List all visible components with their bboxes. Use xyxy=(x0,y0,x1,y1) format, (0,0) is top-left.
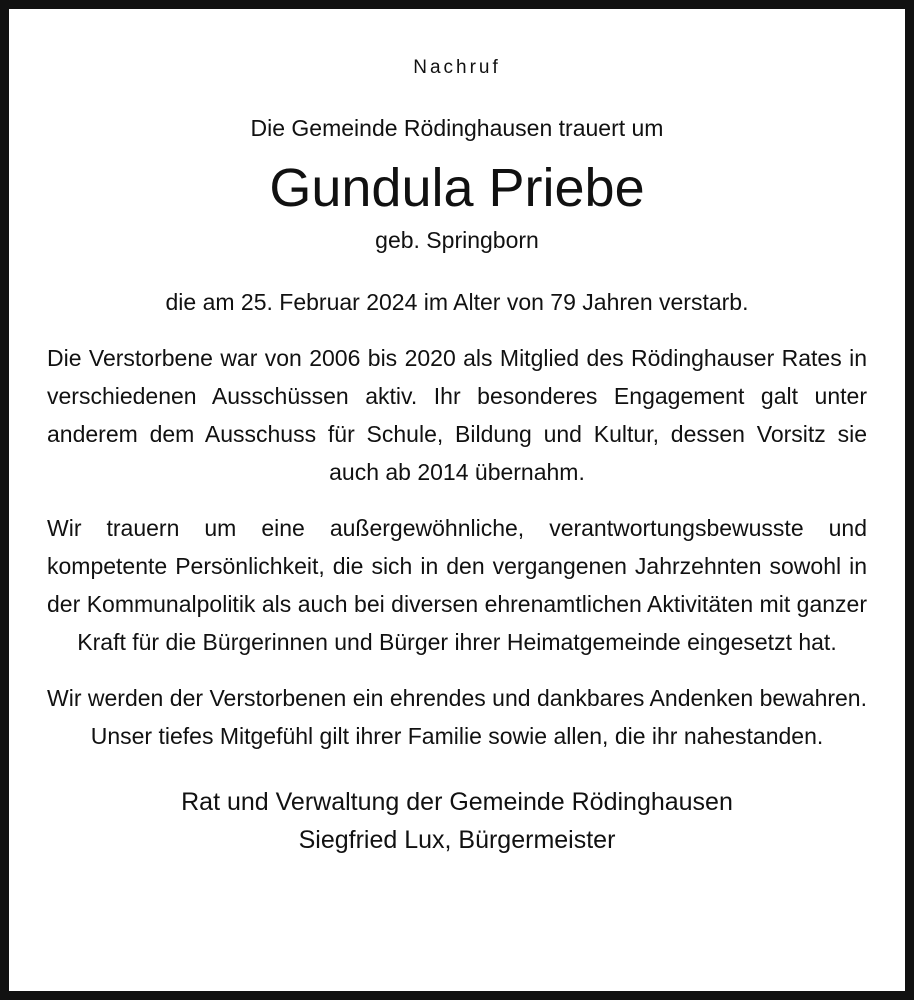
intro-line: Die Gemeinde Rödinghausen trauert um xyxy=(250,115,664,141)
notice-content xyxy=(47,55,867,973)
signature-block xyxy=(47,783,867,859)
signature-organization: Rat und Verwaltung der Gemeinde Rödinghausen xyxy=(181,788,733,816)
paragraph-tribute: Wir trauern um eine außergewöhnliche, verantwortungsbewusste und kompetente Persönlichkeit, die sich in den vergangenen Jahrzehnten sowohl in der Kommunalpolitik als auch bei diversen ehrenamtlichen Aktivitäten mit ganzer Kraft für die Bürgerinnen und Bürger ihrer Heimatgemeinde eingesetzt hat. xyxy=(47,515,867,655)
notice-heading: Nachruf xyxy=(413,57,501,78)
paragraph-condolence: Wir werden der Verstorbenen ein ehrendes und dankbares Andenken bewahren. Unser tiefes Mitgefühl gilt ihrer Familie sowie allen, die ihr nahestanden. xyxy=(47,685,867,749)
deceased-name: Gundula Priebe xyxy=(269,158,645,218)
death-date-line: die am 25. Februar 2024 im Alter von 79 Jahren verstarb. xyxy=(165,289,749,315)
signature-mayor: Siegfried Lux, Bürgermeister xyxy=(298,826,616,854)
birth-name: geb. Springborn xyxy=(375,227,539,253)
paragraph-career: Die Verstorbene war von 2006 bis 2020 als Mitglied des Rödinghauser Rates in verschiedenen Ausschüssen aktiv. Ihr besonderes Engagement galt unter anderem dem Ausschuss für Schule, Bildung und Kultur, dessen Vorsitz sie auch ab 2014 übernahm. xyxy=(47,345,867,485)
